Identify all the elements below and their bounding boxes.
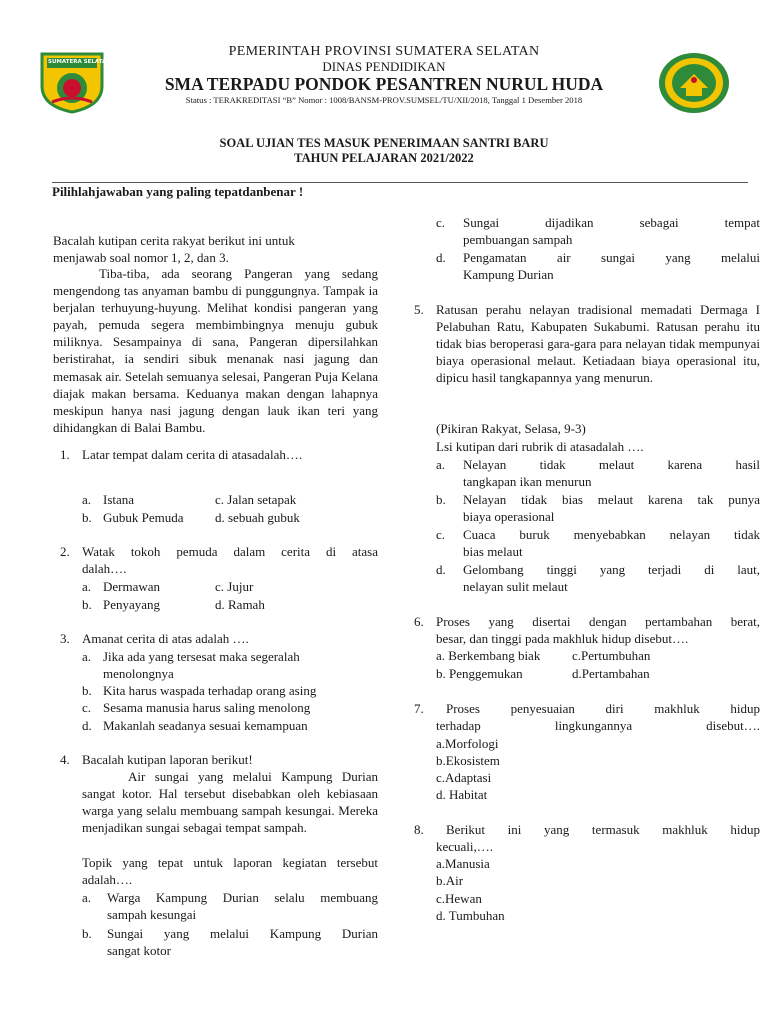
- header-divider: [52, 182, 748, 183]
- story-passage: Tiba-tiba, ada seorang Pangeran yang sedang mengendong tas anyaman bambu di punggungnya. Tampak ia berjalan terhuyung-huyung. Melihat kondisi pangeran yang payah, pemuda segera membimbingnya menuju gubuk miliknya. Sesampainya di sana, Pangeran dipersilahkan beristirahat, ia sendiri sibuk menanak nasi jagung dan memasak air. Setelah semuanya selesai, Pangeran Puja Kelana diajak makan bersama. Keduanya makan dengan lahapnya meskipun hanya nasi jagung dengan lauk ikan teri yang dihidangkan di Balai Bambu.: [53, 266, 378, 435]
- q4-prompt-line-2: adalah….: [82, 872, 133, 887]
- q5-passage: Ratusan perahu nelayan tradisional memadati Dermaga I Pelabuhan Ratu, Kabupaten Sukabumi. Ratusan perahu itu tidak bias beroperasi gara-gara para nelayan tidak mempunyai biaya operasional melaut. Ketiadaan biaya operasional itu, dipicu hasil tangkapannya yang menurun.: [436, 302, 760, 386]
- q6-question-line-2: besar, dan tinggi pada makhluk hidup disebut….: [436, 631, 689, 646]
- q8-question-line-2: kecuali,….: [436, 839, 494, 854]
- q4-option-d-line-1[interactable]: Pengamatan air sungai yang melalui: [463, 250, 760, 265]
- q2-option-a[interactable]: Dermawan: [103, 579, 161, 594]
- q6-number: 6.: [414, 614, 424, 629]
- header-school-name: SMA TERPADU PONDOK PESANTREN NURUL HUDA: [164, 74, 604, 94]
- q5-option-b-line-2[interactable]: biaya operasional: [463, 509, 555, 524]
- q5-option-c-label: c.: [436, 527, 446, 542]
- q2-option-c[interactable]: c. Jujur: [215, 579, 254, 594]
- q1-option-d[interactable]: d. sebuah gubuk: [215, 510, 300, 525]
- q3-number: 3.: [60, 631, 70, 646]
- q6-option-a[interactable]: a. Berkembang biak: [436, 648, 541, 663]
- q4-report-passage: Air sungai yang melalui Kampung Durian sangat kotor. Hal tersebut disebabkan oleh kebiasaan warga yang selalu membuang sampah kesungai. Mereka menjadikan sungai sebagai tempat sampah.: [82, 769, 378, 836]
- q5-option-a-line-1[interactable]: Nelayan tidak melaut karena hasil: [463, 457, 760, 472]
- header-accreditation: Status : TERAKREDITASI “B” Nomor : 1008/BANSM-PROV.SUMSEL/TU/XII/2018, Tanggal 1 Desember 2018: [185, 95, 583, 105]
- q5-option-d-line-2[interactable]: nelayan sulit melaut: [463, 579, 568, 594]
- left-logo-text: SUMATERA SELATAN: [48, 59, 111, 65]
- q4-prompt-line-1: Topik yang tepat untuk laporan kegiatan tersebut: [82, 855, 378, 870]
- q4-option-d-label: d.: [436, 250, 446, 265]
- q5-option-d-label: d.: [436, 562, 446, 577]
- q5-number: 5.: [414, 302, 424, 317]
- q4-option-b-label: b.: [82, 926, 92, 941]
- q1-option-a[interactable]: Istana: [103, 492, 135, 507]
- q8-number: 8.: [414, 822, 424, 837]
- header-government: PEMERINTAH PROVINSI SUMATERA SELATAN: [228, 44, 540, 59]
- q4-option-b-line-2[interactable]: sangat kotor: [107, 943, 171, 958]
- q4-option-a-line-1[interactable]: Warga Kampung Durian selalu membuang: [107, 890, 378, 905]
- q8-option-c[interactable]: c.Hewan: [436, 891, 482, 906]
- q1-question: Latar tempat dalam cerita di atasadalah….: [82, 447, 303, 462]
- q8-option-a[interactable]: a.Manusia: [436, 856, 490, 871]
- q3-option-c-label: c.: [82, 700, 92, 715]
- q5-question: Lsi kutipan dari rubrik di atasadalah ….: [436, 439, 644, 454]
- q3-option-b[interactable]: Kita harus waspada terhadap orang asing: [103, 683, 317, 698]
- q2-option-a-label: a.: [82, 579, 92, 594]
- q3-option-c[interactable]: Sesama manusia harus saling menolong: [103, 700, 311, 715]
- q3-question: Amanat cerita di atas adalah ….: [82, 631, 249, 646]
- q3-option-b-label: b.: [82, 683, 92, 698]
- q6-option-b[interactable]: b. Penggemukan: [436, 666, 523, 681]
- q6-option-d[interactable]: d.Pertambahan: [572, 666, 650, 681]
- intro-line-2: menjawab soal nomor 1, 2, dan 3.: [53, 250, 229, 265]
- q7-question-line-1: Proses penyesuaian diri makhluk hidup: [446, 701, 760, 716]
- q1-option-c[interactable]: c. Jalan setapak: [215, 492, 297, 507]
- q1-option-a-label: a.: [82, 492, 92, 507]
- q1-option-b-label: b.: [82, 510, 92, 525]
- q2-option-b[interactable]: Penyayang: [103, 597, 161, 612]
- q5-option-d-line-1[interactable]: Gelombang tinggi yang terjadi di laut,: [463, 562, 760, 577]
- q3-option-a-line-2[interactable]: menolongnya: [103, 666, 174, 681]
- exam-year: TAHUN PELAJARAN 2021/2022: [294, 151, 474, 165]
- q5-option-b-label: b.: [436, 492, 446, 507]
- q5-option-a-line-2[interactable]: tangkapan ikan menurun: [463, 474, 592, 489]
- q2-number: 2.: [60, 544, 70, 559]
- q7-option-b[interactable]: b.Ekosistem: [436, 753, 500, 768]
- q1-option-b[interactable]: Gubuk Pemuda: [103, 510, 184, 525]
- q8-option-d[interactable]: d. Tumbuhan: [436, 908, 505, 923]
- intro-line-1: Bacalah kutipan cerita rakyat berikut ini untuk: [53, 233, 295, 248]
- q4-option-b-line-1[interactable]: Sungai yang melalui Kampung Durian: [107, 926, 378, 941]
- q5-option-a-label: a.: [436, 457, 446, 472]
- q7-question-line-2: terhadap lingkungannya disebut….: [436, 718, 760, 733]
- exam-title: SOAL UJIAN TES MASUK PENERIMAAN SANTRI BARU: [219, 136, 549, 150]
- q4-option-d-line-2[interactable]: Kampung Durian: [463, 267, 554, 282]
- q5-source: (Pikiran Rakyat, Selasa, 9-3): [436, 421, 586, 436]
- q3-option-a-line-1[interactable]: Jika ada yang tersesat maka segeralah: [103, 649, 300, 664]
- q4-option-c-label: c.: [436, 215, 446, 230]
- instruction: Pilihlahjawaban yang paling tepatdanbenar !: [52, 184, 304, 199]
- q6-question-line-1: Proses yang disertai dengan pertambahan berat,: [436, 614, 760, 629]
- q4-question: Bacalah kutipan laporan berikut!: [82, 752, 253, 767]
- q8-question-line-1: Berikut ini yang termasuk makhluk hidup: [446, 822, 760, 837]
- q2-option-b-label: b.: [82, 597, 92, 612]
- q7-option-c[interactable]: c.Adaptasi: [436, 770, 492, 785]
- q4-option-a-label: a.: [82, 890, 92, 905]
- q4-option-c-line-2[interactable]: pembuangan sampah: [463, 232, 573, 247]
- q2-option-d[interactable]: d. Ramah: [215, 597, 265, 612]
- q3-option-d[interactable]: Makanlah seadanya sesuai kemampuan: [103, 718, 308, 733]
- q1-number: 1.: [60, 447, 70, 462]
- q2-question-line-2: dalah….: [82, 561, 127, 576]
- q7-number: 7.: [414, 701, 424, 716]
- q5-option-c-line-2[interactable]: bias melaut: [463, 544, 523, 559]
- q8-option-b[interactable]: b.Air: [436, 873, 464, 888]
- header-department: DINAS PENDIDIKAN: [322, 59, 446, 74]
- q4-option-a-line-2[interactable]: sampah kesungai: [107, 907, 197, 922]
- q3-option-d-label: d.: [82, 718, 92, 733]
- q6-option-c[interactable]: c.Pertumbuhan: [572, 648, 651, 663]
- q5-option-c-line-1[interactable]: Cuaca buruk menyebabkan nelayan tidak: [463, 527, 760, 542]
- q4-option-c-line-1[interactable]: Sungai dijadikan sebagai tempat: [463, 215, 760, 230]
- q7-option-d[interactable]: d. Habitat: [436, 787, 488, 802]
- q5-option-b-line-1[interactable]: Nelayan tidak bias melaut karena tak punya: [463, 492, 760, 507]
- q2-question-line-1: Watak tokoh pemuda dalam cerita di atasa: [82, 544, 378, 559]
- q4-number: 4.: [60, 752, 70, 767]
- q3-option-a-label: a.: [82, 649, 92, 664]
- q7-option-a[interactable]: a.Morfologi: [436, 736, 499, 751]
